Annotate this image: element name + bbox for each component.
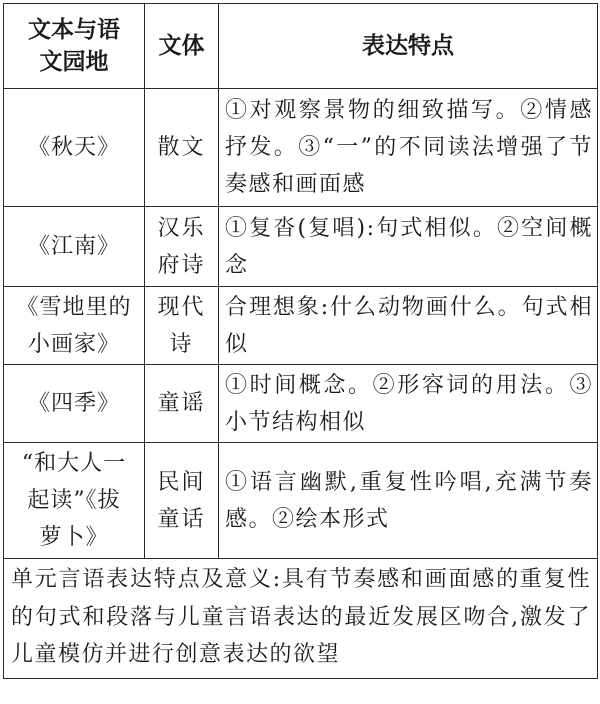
header-row	[4, 4, 598, 89]
table-row	[4, 443, 598, 559]
row-text-name: 《四季》	[4, 365, 145, 443]
header-expression-features: 表达特点	[219, 4, 598, 89]
row-features: ①复沓(复唱):句式相似。②空间概念	[219, 207, 598, 287]
table-row	[4, 207, 598, 287]
header-genre: 文体	[145, 4, 219, 89]
row-features: 合理想象:什么动物画什么。句式相似	[219, 287, 598, 365]
row-genre: 民间 童话	[145, 443, 219, 559]
row-features: ①语言幽默,重复性吟唱,充满节奏感。②绘本形式	[219, 443, 598, 559]
row-genre: 汉乐 府诗	[145, 207, 219, 287]
table-row	[4, 287, 598, 365]
unit-summary: 单元言语表达特点及意义:具有节奏感和画面感的重复性的句式和段落与儿童言语表达的最近发展区吻合,激发了儿童模仿并进行创意表达的欲望	[4, 559, 598, 679]
summary-row	[4, 559, 598, 679]
language-features-table	[3, 3, 598, 679]
row-text-name: 《秋天》	[4, 89, 145, 207]
row-genre: 散文	[145, 89, 219, 207]
table-row	[4, 89, 598, 207]
row-text-name: “和大人一 起读”《拔 萝卜》	[4, 443, 145, 559]
row-features: ①时间概念。②形容词的用法。③小节结构相似	[219, 365, 598, 443]
row-features: ①对观察景物的细致描写。②情感抒发。③“一”的不同读法增强了节奏感和画面感	[219, 89, 598, 207]
row-text-name: 《江南》	[4, 207, 145, 287]
row-genre: 童谣	[145, 365, 219, 443]
row-text-name: 《雪地里的 小画家》	[4, 287, 145, 365]
header-text-and-garden: 文本与语 文园地	[4, 4, 145, 89]
table-row	[4, 365, 598, 443]
row-genre: 现代 诗	[145, 287, 219, 365]
